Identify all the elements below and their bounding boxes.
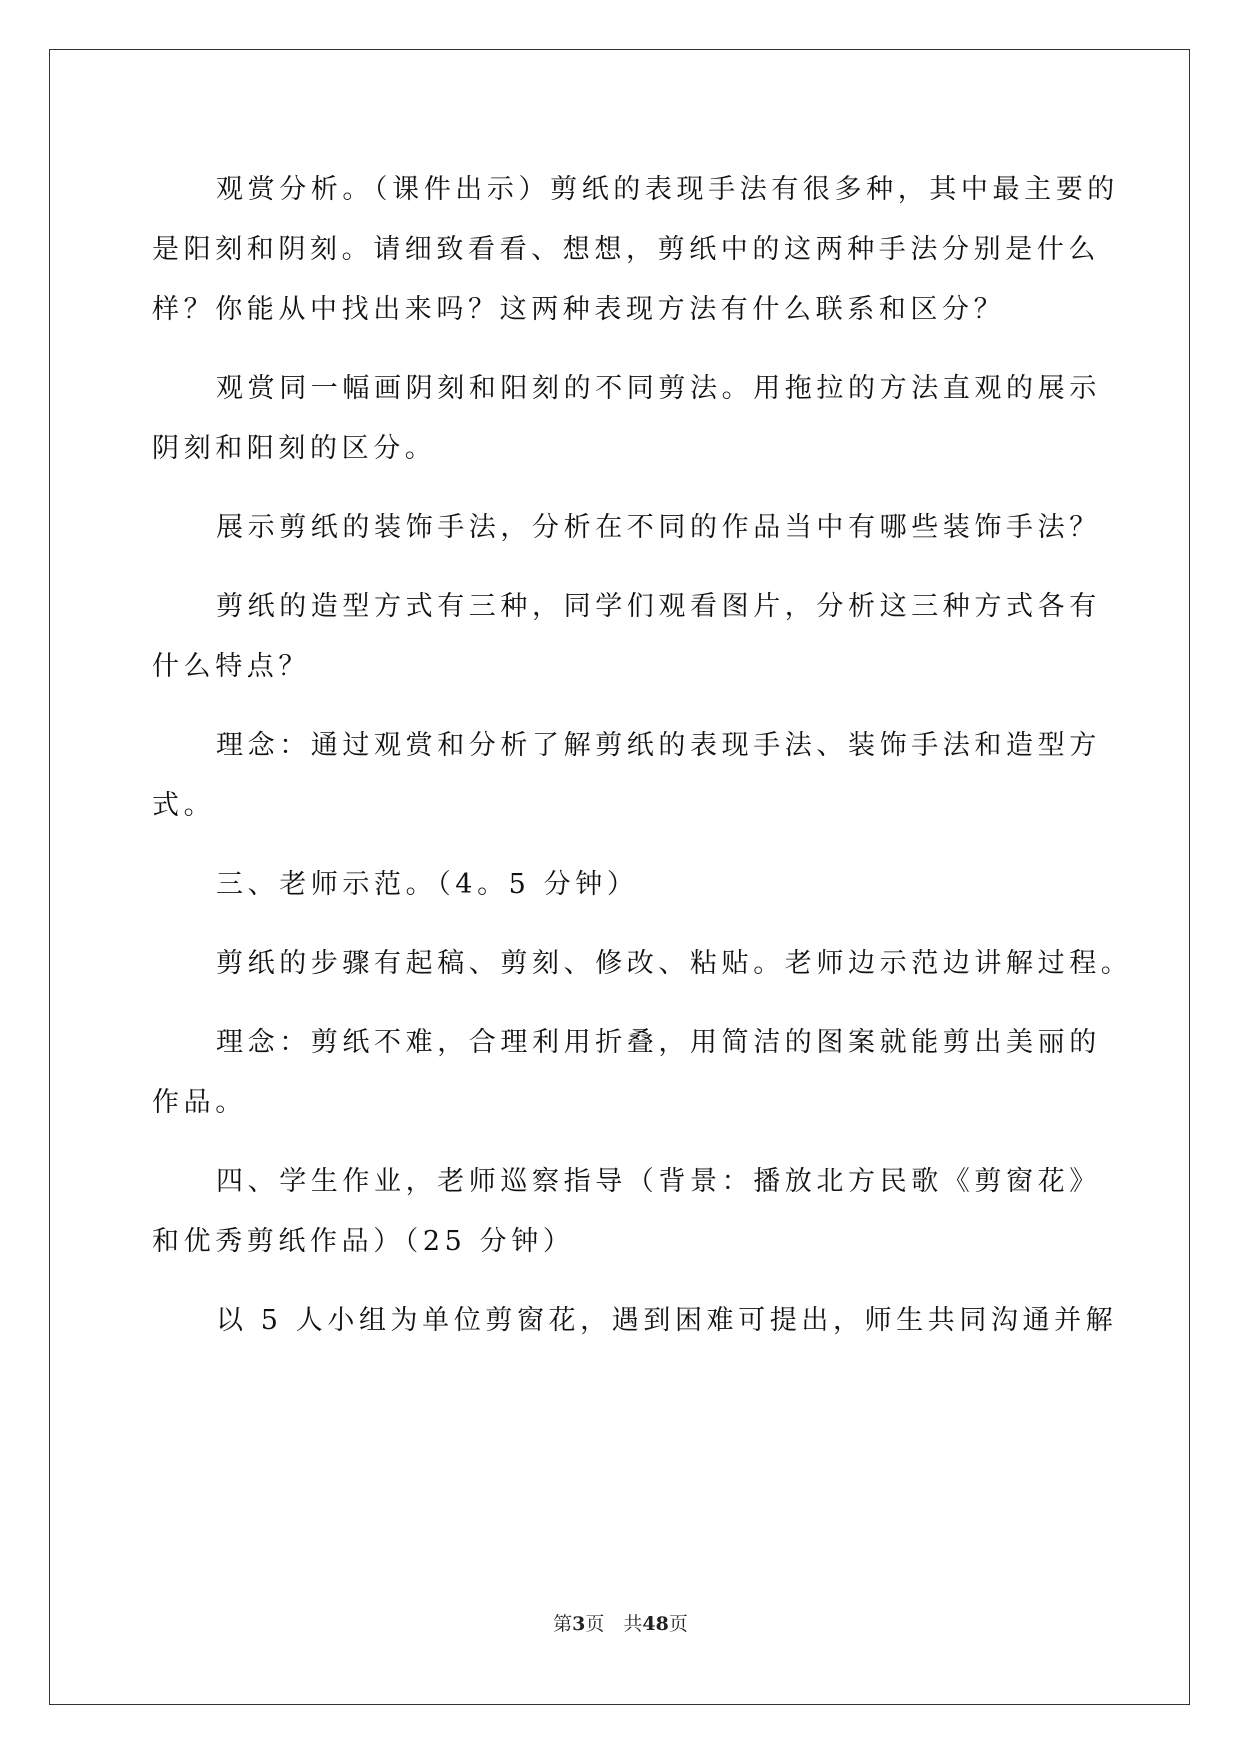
paragraph-line: 理念：通过观赏和分析了解剪纸的表现手法、装饰手法和造型方: [216, 730, 1101, 761]
paragraph-line: 什么特点？: [152, 651, 310, 682]
section-heading: 四、学生作业，老师巡察指导（背景：播放北方民歌《剪窗花》: [216, 1166, 1101, 1197]
page-footer: [0, 1612, 1241, 1636]
paragraph-line: 剪纸的造型方式有三种，同学们观看图片，分析这三种方式各有: [216, 591, 1101, 622]
paragraph-line: 观赏分析。（课件出示）剪纸的表现手法有很多种，其中最主要的: [216, 174, 1119, 205]
paragraph-line: 剪纸的步骤有起稿、剪刻、修改、粘贴。老师边示范边讲解过程。: [216, 948, 1133, 979]
paragraph-line: 和优秀剪纸作品）（25 分钟）: [152, 1226, 575, 1257]
footer-prefix: 第: [553, 1613, 573, 1635]
total-page-count: 48: [642, 1613, 669, 1635]
paragraph-line: 观赏同一幅画阴刻和阳刻的不同剪法。用拖拉的方法直观的展示: [216, 373, 1101, 404]
paragraph-line: 展示剪纸的装饰手法，分析在不同的作品当中有哪些装饰手法？: [216, 512, 1101, 543]
paragraph-line: 以 5 人小组为单位剪窗花，遇到困难可提出，师生共同沟通并解: [216, 1305, 1118, 1336]
paragraph-line: 理念：剪纸不难，合理利用折叠，用简洁的图案就能剪出美丽的: [216, 1027, 1101, 1058]
footer-mid: 页 共: [585, 1613, 643, 1635]
paragraph-line: 是阳刻和阴刻。请细致看看、想想，剪纸中的这两种手法分别是什么: [152, 234, 1100, 265]
current-page-number: 3: [572, 1613, 586, 1635]
paragraph-line: 式。: [152, 790, 216, 821]
paragraph-line: 样？你能从中找出来吗？这两种表现方法有什么联系和区分？: [152, 294, 1006, 325]
section-heading: 三、老师示范。（4。5 分钟）: [216, 869, 639, 900]
paragraph-line: 阴刻和阳刻的区分。: [152, 433, 437, 464]
footer-suffix: 页: [668, 1613, 688, 1635]
paragraph-line: 作品。: [152, 1087, 247, 1118]
